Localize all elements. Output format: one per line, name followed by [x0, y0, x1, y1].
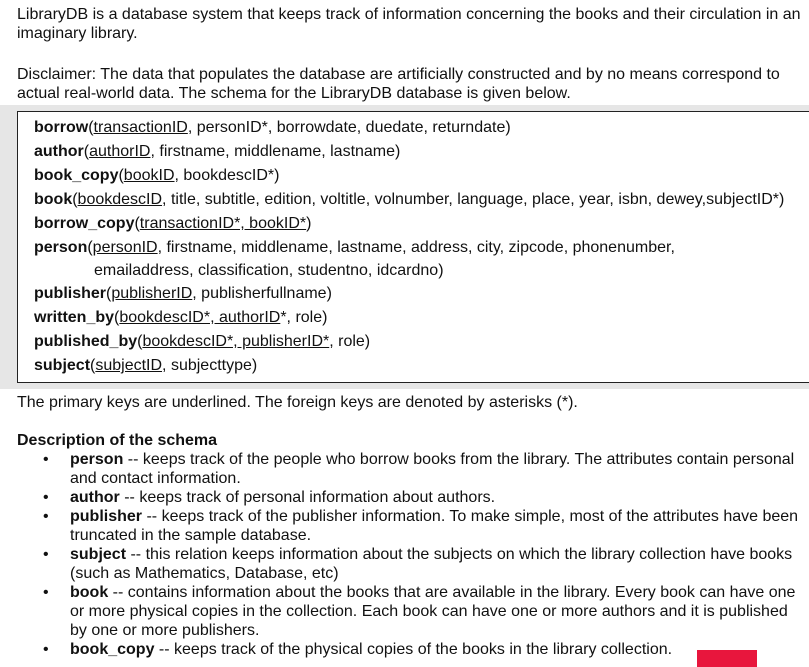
relation-attributes: , bookdescID*)	[174, 167, 280, 184]
disclaimer-paragraph	[17, 65, 807, 103]
schema-relation-borrow	[34, 116, 809, 140]
description-item-author	[17, 488, 807, 507]
relation-name: borrow_copy	[34, 215, 135, 232]
relation-name: published_by	[34, 333, 138, 350]
description-item-subject	[17, 545, 807, 583]
bullet-icon: •	[43, 546, 49, 563]
relation-attributes: , subjecttype)	[162, 357, 258, 374]
description-term: person	[70, 451, 124, 468]
description-text: -- this relation keeps information about the subjects on which the library collection have books (such as Mathematics, Database, etc)	[70, 546, 793, 582]
relation-attributes-continued: emailaddress, classification, studentno, idcardno)	[94, 262, 444, 279]
description-item-book	[17, 583, 807, 640]
schema-relation-book	[34, 188, 809, 212]
relation-attributes: *, role)	[280, 309, 328, 326]
bullet-icon: •	[43, 641, 49, 658]
description-item-book-copy	[17, 640, 807, 659]
relation-key: publisherID	[111, 285, 193, 302]
relation-name: written_by	[34, 309, 115, 326]
relation-name: person	[34, 239, 88, 256]
relation-attributes: (	[106, 285, 112, 302]
description-term: book_copy	[70, 641, 155, 658]
relation-attributes: , publisherfullname)	[192, 285, 332, 302]
description-item-publisher	[17, 507, 807, 545]
relation-key: authorID	[89, 143, 151, 160]
description-text: -- keeps track of the publisher information. To make simple, most of the attributes have been truncated in the sample database.	[70, 508, 799, 544]
schema-box	[17, 111, 809, 383]
description-term: publisher	[70, 508, 143, 525]
schema-relation-person	[34, 236, 809, 282]
bullet-icon: •	[43, 489, 49, 506]
relation-attributes: , title, subtitle, edition, voltitle, volnumber, language, place, year, isbn, dewey,subjectID*)	[162, 191, 785, 208]
disclaimer-text: : The data that populates the database are artificially constructed and by no means correspond to actual real-world data. The schema for the LibraryDB database is given below.	[17, 66, 780, 102]
relation-attributes: (	[90, 357, 96, 374]
bullet-icon: •	[43, 584, 49, 601]
relation-attributes: , firstname, middlename, lastname, address, city, zipcode, phonenumber,	[157, 239, 675, 256]
relation-key: subjectID	[95, 357, 163, 374]
schema-relation-published-by	[34, 330, 809, 354]
bullet-icon: •	[43, 508, 49, 525]
relation-attributes: (	[114, 309, 120, 326]
relation-name: book_copy	[34, 167, 119, 184]
relation-name: author	[34, 143, 84, 160]
schema-relation-subject	[34, 354, 809, 378]
relation-key: personID	[92, 239, 158, 256]
description-title: Description of the schema	[17, 432, 218, 449]
schema-relation-book-copy	[34, 164, 809, 188]
relation-attributes: )	[306, 215, 312, 232]
disclaimer-label: Disclaimer	[17, 66, 92, 83]
relation-attributes: (	[87, 239, 93, 256]
relation-attributes: (	[88, 119, 94, 136]
schema-relation-borrow-copy	[34, 212, 809, 236]
description-list	[17, 450, 807, 659]
relation-key: bookdescID	[77, 191, 163, 208]
red-accent-bar	[697, 650, 757, 667]
description-term: subject	[70, 546, 127, 563]
relation-attributes: (	[134, 215, 140, 232]
description-term: book	[70, 584, 109, 601]
schema-relation-publisher	[34, 282, 809, 306]
relation-attributes: (	[72, 191, 78, 208]
schema-relation-written-by	[34, 306, 809, 330]
description-item-person	[17, 450, 807, 488]
relation-key: transactionID*, bookID*	[139, 215, 307, 232]
relation-key: bookID	[123, 167, 175, 184]
relation-name: subject	[34, 357, 91, 374]
bullet-icon: •	[43, 451, 49, 468]
relation-attributes: (	[83, 143, 90, 160]
relation-key: transactionID	[93, 119, 188, 136]
relation-attributes: (	[137, 333, 143, 350]
relation-attributes: (	[118, 167, 124, 184]
relation-attributes: , personID*, borrowdate, duedate, returndate)	[187, 119, 511, 136]
description-text: -- keeps track of the physical copies of the books in the library collection.	[154, 641, 673, 658]
description-text: -- contains information about the books that are available in the library. Every book can have one or more physical copies in the collection. Each book can have one or more authors and it is published by one or more publishers.	[70, 584, 796, 639]
relation-name: book	[34, 191, 73, 208]
description-text: -- keeps track of the people who borrow books from the library. The attributes contain personal and contact information.	[70, 451, 795, 487]
relation-key: bookdescID*, authorID	[119, 309, 281, 326]
relation-name: publisher	[34, 285, 107, 302]
document	[17, 5, 807, 659]
description-text: -- keeps track of personal information about authors.	[119, 489, 496, 506]
keys-note: The primary keys are underlined. The foreign keys are denoted by asterisks (*).	[17, 394, 578, 411]
relation-attributes: , firstname, middlename, lastname)	[150, 143, 401, 160]
description-term: author	[70, 489, 120, 506]
relation-attributes: , role)	[329, 333, 371, 350]
relation-name: borrow	[34, 119, 89, 136]
relation-key: bookdescID*, publisherID*	[142, 333, 330, 350]
schema-relation-author	[34, 140, 809, 164]
schema-panel	[0, 105, 809, 389]
intro-paragraph: LibraryDB is a database system that keeps track of information concerning the books and their circulation in an imaginary library.	[17, 6, 801, 42]
